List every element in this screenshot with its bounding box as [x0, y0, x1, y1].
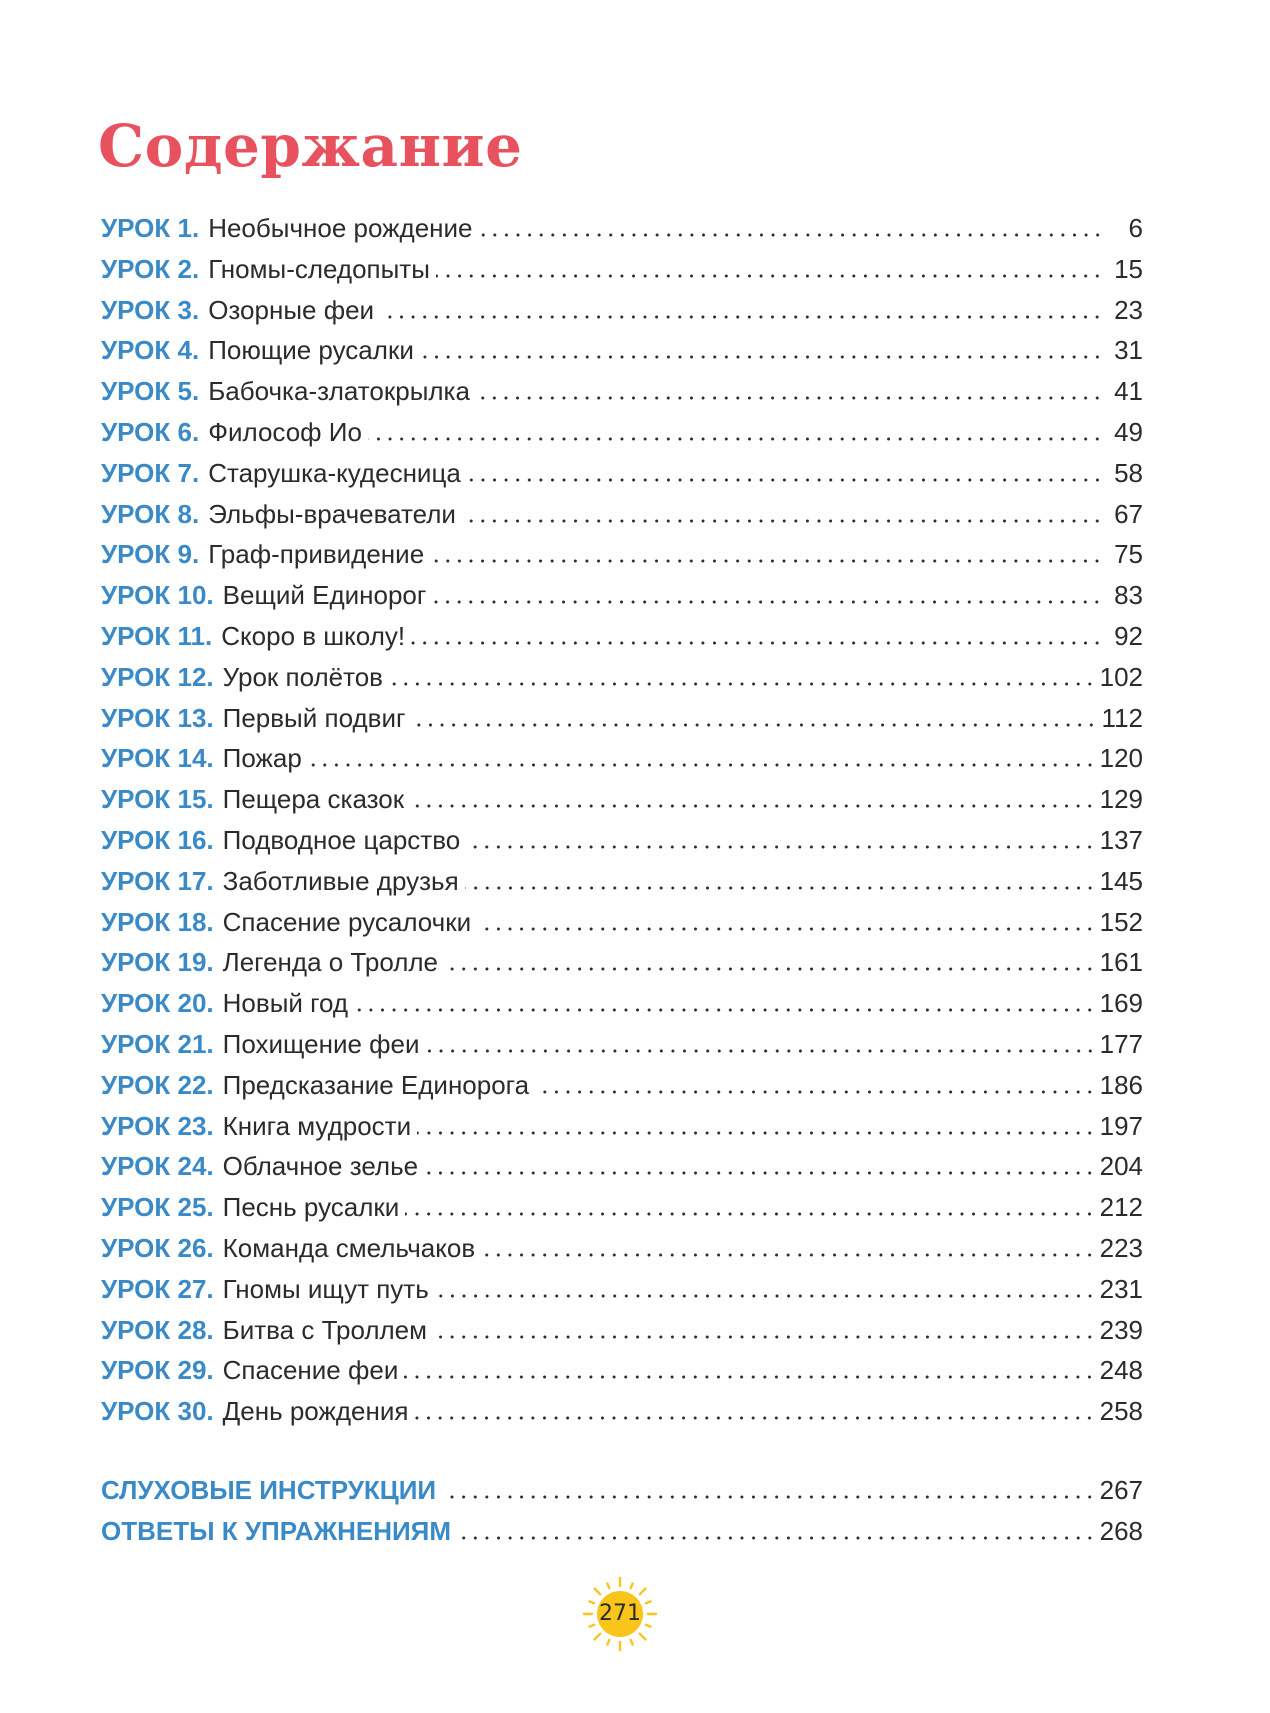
- toc-entry[interactable]: [101, 743, 1143, 784]
- lesson-number: УРОК 18.: [101, 906, 214, 937]
- page-reference: 75: [1114, 539, 1143, 570]
- toc-entry[interactable]: [101, 621, 1143, 662]
- lesson-number: УРОК 1.: [101, 213, 200, 243]
- lesson-title: Пожар: [222, 743, 302, 774]
- lesson-title: Пещера сказок: [222, 784, 405, 815]
- lesson-title: Новый год: [222, 988, 349, 1019]
- lesson-title: Урок полётов: [222, 661, 383, 692]
- lesson-list: [101, 213, 1143, 1437]
- dot-leader: [420, 355, 1103, 359]
- page-reference: 204: [1099, 1151, 1143, 1182]
- page-reference: 102: [1099, 661, 1143, 692]
- lesson-number: УРОК 22.: [101, 1069, 214, 1100]
- toc-entry[interactable]: [101, 335, 1143, 376]
- lesson-number: УРОК 12.: [101, 661, 214, 692]
- lesson-number: УРОК 20.: [101, 988, 214, 1019]
- toc-entry[interactable]: [101, 1475, 1143, 1516]
- page-reference: 31: [1114, 335, 1143, 366]
- toc-entry[interactable]: [101, 988, 1143, 1029]
- dot-leader: [477, 927, 1095, 931]
- toc-entry[interactable]: [101, 784, 1143, 825]
- dot-leader: [380, 315, 1103, 319]
- lesson-number: УРОК 9.: [101, 539, 200, 570]
- lesson-number: УРОК 19.: [101, 947, 214, 978]
- page-reference: 161: [1099, 947, 1143, 978]
- page-reference: 239: [1099, 1314, 1143, 1345]
- toc-entry[interactable]: [101, 1396, 1143, 1437]
- page-number-badge: [582, 1576, 658, 1652]
- lesson-number: УРОК 3.: [101, 294, 200, 325]
- lesson-title: Эльфы-врачеватели: [208, 498, 456, 529]
- lesson-number: УРОК 16.: [101, 824, 214, 855]
- lesson-title: Первый подвиг: [222, 702, 406, 733]
- toc-entry[interactable]: [101, 1516, 1143, 1557]
- lesson-title: Старушка-кудесница: [208, 457, 461, 488]
- dot-leader: [405, 1212, 1095, 1216]
- lesson-title: Битва с Троллем: [222, 1314, 428, 1345]
- dot-leader: [354, 1008, 1096, 1012]
- section-title: ОТВЕТЫ К УПРАЖНЕНИЯМ: [101, 1515, 451, 1546]
- page-reference: 169: [1099, 988, 1143, 1019]
- toc-entry[interactable]: [101, 1233, 1143, 1274]
- lesson-number: УРОК 8.: [101, 498, 200, 529]
- lesson-number: УРОК 26.: [101, 1232, 214, 1263]
- dot-leader: [426, 1049, 1096, 1053]
- appendix-list: [101, 1475, 1143, 1557]
- lesson-number: УРОК 17.: [101, 865, 214, 896]
- toc-entry[interactable]: [101, 1355, 1143, 1396]
- page-reference: 137: [1099, 824, 1143, 855]
- dot-leader: [433, 1335, 1096, 1339]
- toc-entry[interactable]: [101, 703, 1143, 744]
- dot-leader: [368, 437, 1103, 441]
- dot-leader: [404, 1375, 1095, 1379]
- toc-entry[interactable]: [101, 1274, 1143, 1315]
- page-reference: 177: [1099, 1028, 1143, 1059]
- lesson-number: УРОК 23.: [101, 1110, 214, 1141]
- lesson-number: УРОК 29.: [101, 1355, 214, 1386]
- lesson-number: УРОК 6.: [101, 416, 200, 447]
- dot-leader: [481, 1253, 1095, 1257]
- toc-entry[interactable]: [101, 580, 1143, 621]
- page-reference: 152: [1099, 906, 1143, 937]
- page-reference: 120: [1099, 743, 1143, 774]
- lesson-title: Похищение феи: [222, 1028, 420, 1059]
- lesson-number: УРОК 11.: [101, 620, 213, 651]
- lesson-number: УРОК 5.: [101, 376, 200, 407]
- page-reference: 112: [1101, 702, 1143, 733]
- dot-leader: [308, 763, 1096, 767]
- lesson-title: Песнь русалки: [222, 1192, 400, 1223]
- lesson-number: УРОК 10.: [101, 580, 214, 611]
- dot-leader: [535, 1090, 1096, 1094]
- lesson-title: Бабочка-златокрылка: [208, 376, 470, 407]
- lesson-number: УРОК 27.: [101, 1273, 214, 1304]
- page-reference: 6: [1128, 213, 1143, 243]
- lesson-title: Спасение феи: [222, 1355, 399, 1386]
- lesson-title: Облачное зелье: [222, 1151, 419, 1182]
- lesson-number: УРОК 25.: [101, 1192, 214, 1223]
- toc-entry[interactable]: [101, 662, 1143, 703]
- page-reference: 223: [1099, 1232, 1143, 1263]
- dot-leader: [442, 1495, 1095, 1499]
- section-title: СЛУХОВЫЕ ИНСТРУКЦИИ: [101, 1475, 437, 1505]
- lesson-title: Подводное царство: [222, 824, 461, 855]
- page-number: 271: [599, 1601, 641, 1626]
- lesson-title: Философ Ио: [208, 416, 362, 447]
- dot-leader: [432, 600, 1103, 604]
- toc-entry[interactable]: [101, 825, 1143, 866]
- dot-leader: [414, 1416, 1095, 1420]
- dot-leader: [410, 804, 1096, 808]
- page-title: Содержание: [98, 112, 523, 180]
- lesson-number: УРОК 28.: [101, 1314, 214, 1345]
- lesson-number: УРОК 13.: [101, 702, 214, 733]
- dot-leader: [467, 478, 1103, 482]
- lesson-number: УРОК 30.: [101, 1396, 214, 1427]
- dot-leader: [465, 886, 1096, 890]
- dot-leader: [457, 1536, 1096, 1540]
- page-reference: 267: [1099, 1475, 1143, 1505]
- page-reference: 268: [1099, 1515, 1143, 1546]
- dot-leader: [389, 682, 1096, 686]
- dot-leader: [479, 233, 1103, 237]
- page-reference: 129: [1099, 784, 1143, 815]
- toc-entry[interactable]: [101, 213, 1143, 254]
- toc-entry[interactable]: [101, 907, 1143, 948]
- dot-leader: [411, 641, 1103, 645]
- lesson-title: Необычное рождение: [208, 213, 473, 243]
- page-reference: 49: [1114, 416, 1143, 447]
- page-reference: 248: [1099, 1355, 1143, 1386]
- toc-entry[interactable]: [101, 1029, 1143, 1070]
- toc-entry[interactable]: [101, 376, 1143, 417]
- lesson-title: Гномы-следопыты: [208, 253, 430, 284]
- toc-entry[interactable]: [101, 1070, 1143, 1111]
- page-reference: 231: [1099, 1273, 1143, 1304]
- lesson-number: УРОК 7.: [101, 457, 200, 488]
- toc-entry[interactable]: [101, 947, 1143, 988]
- lesson-title: Гномы ищут путь: [222, 1273, 429, 1304]
- dot-leader: [462, 519, 1103, 523]
- page-reference: 258: [1099, 1396, 1143, 1427]
- dot-leader: [417, 1131, 1096, 1135]
- toc-entry[interactable]: [101, 295, 1143, 336]
- dot-leader: [411, 723, 1097, 727]
- page-reference: 41: [1114, 376, 1143, 407]
- toc-entry[interactable]: [101, 866, 1143, 907]
- toc-entry[interactable]: [101, 499, 1143, 540]
- lesson-title: Легенда о Тролле: [222, 947, 439, 978]
- toc-entry[interactable]: [101, 254, 1143, 295]
- page-reference: 92: [1114, 620, 1143, 651]
- lesson-number: УРОК 15.: [101, 784, 214, 815]
- page-reference: 15: [1114, 253, 1143, 284]
- dot-leader: [476, 396, 1103, 400]
- toc-entry[interactable]: [101, 1111, 1143, 1152]
- lesson-number: УРОК 2.: [101, 253, 200, 284]
- toc-entry[interactable]: [101, 1315, 1143, 1356]
- lesson-title: Предсказание Единорога: [222, 1069, 530, 1100]
- lesson-number: УРОК 14.: [101, 743, 214, 774]
- toc-entry[interactable]: [101, 417, 1143, 458]
- page-reference: 23: [1114, 294, 1143, 325]
- page-reference: 212: [1099, 1192, 1143, 1223]
- lesson-title: Заботливые друзья: [222, 865, 459, 896]
- lesson-title: Спасение русалочки: [222, 906, 472, 937]
- dot-leader: [435, 1294, 1096, 1298]
- lesson-title: Озорные феи: [208, 294, 375, 325]
- lesson-number: УРОК 4.: [101, 335, 200, 366]
- dot-leader: [466, 845, 1095, 849]
- toc-entry[interactable]: [101, 1151, 1143, 1192]
- page-reference: 67: [1114, 498, 1143, 529]
- lesson-title: Поющие русалки: [208, 335, 414, 366]
- lesson-title: Команда смельчаков: [222, 1232, 476, 1263]
- toc-entry[interactable]: [101, 539, 1143, 580]
- page-reference: 83: [1114, 580, 1143, 611]
- page-reference: 145: [1099, 865, 1143, 896]
- lesson-number: УРОК 24.: [101, 1151, 214, 1182]
- lesson-title: Вещий Единорог: [222, 580, 427, 611]
- dot-leader: [424, 1171, 1096, 1175]
- toc-entry[interactable]: [101, 1192, 1143, 1233]
- lesson-title: Книга мудрости: [222, 1110, 412, 1141]
- dot-leader: [436, 274, 1103, 278]
- lesson-title: Скоро в школу!: [221, 620, 406, 651]
- lesson-title: День рождения: [222, 1396, 409, 1427]
- lesson-number: УРОК 21.: [101, 1028, 214, 1059]
- page-reference: 197: [1099, 1110, 1143, 1141]
- toc-entry[interactable]: [101, 458, 1143, 499]
- lesson-title: Граф-привидение: [208, 539, 425, 570]
- page-reference: 186: [1099, 1069, 1143, 1100]
- page-reference: 58: [1114, 457, 1143, 488]
- dot-leader: [444, 967, 1096, 971]
- dot-leader: [430, 559, 1103, 563]
